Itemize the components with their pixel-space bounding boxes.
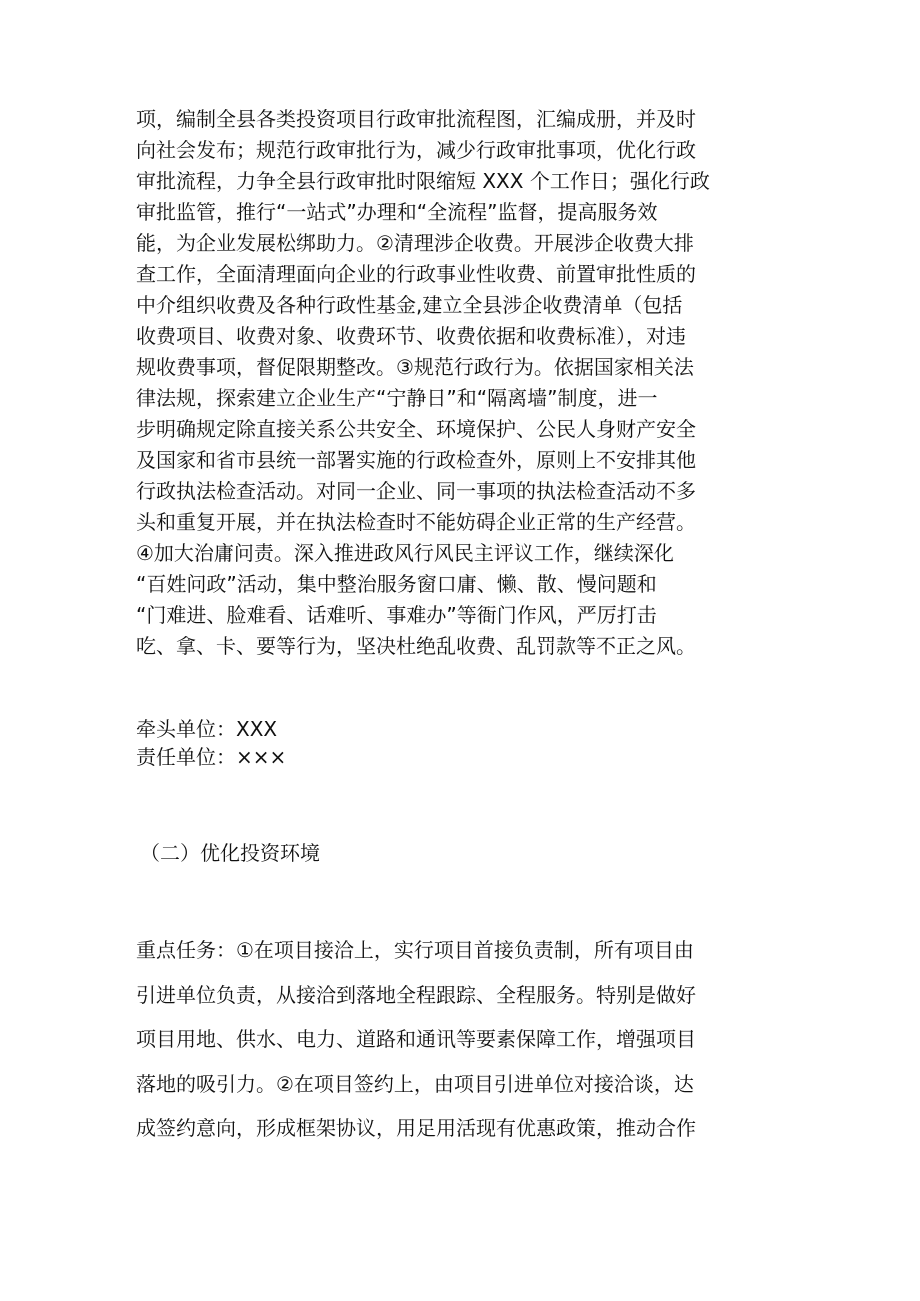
- text-line: 律法规，探索建立企业生产“宁静日”和“隔离墙”制度，进一: [136, 386, 658, 410]
- text-line: 审批监管，推行“一站式”办理和“全流程”监督，提高服务效: [136, 200, 658, 224]
- section-heading: （二）优化投资环境: [140, 841, 320, 865]
- responsible-unit: 责任单位：×××: [136, 745, 287, 769]
- text-line: 成签约意向，形成框架协议，用足用活现有优惠政策，推动合作: [136, 1116, 696, 1140]
- text-line: 步明确规定除直接关系公共安全、环境保护、公民人身财产安全: [136, 417, 696, 441]
- text-line: ④加大治庸问责。深入推进政风行风民主评议工作，继续深化: [136, 541, 674, 565]
- paragraph-key-tasks: [136, 928, 796, 1151]
- text-line: 重点任务：①在项目接洽上，实行项目首接负责制，所有项目由: [136, 938, 694, 962]
- text-line: 行政执法检查活动。对同一企业、同一事项的执法检查活动不多: [136, 479, 696, 503]
- text-line: 中介组织收费及各种行政性基金,建立全县涉企收费清单（包括: [136, 293, 683, 317]
- paragraph-administrative-reform: [136, 104, 796, 662]
- text-line: 落地的吸引力。②在项目签约上，由项目引进单位对接洽谈，达: [136, 1071, 694, 1096]
- text-line: 项目用地、供水、电力、道路和通讯等要素保障工作，增强项目: [136, 1027, 696, 1051]
- text-line: 收费项目、收费对象、收费环节、收费依据和收费标准），对违: [136, 324, 686, 348]
- text-line: 规收费事项，督促限期整改。③规范行政行为。依据国家相关法: [136, 355, 694, 379]
- text-line: 审批流程，力争全县行政审批时限缩短 XXX 个工作日；强化行政: [136, 169, 710, 193]
- text-line: 引进单位负责，从接洽到落地全程跟踪、全程服务。特别是做好: [136, 982, 696, 1007]
- text-line: 向社会发布；规范行政审批行为，减少行政审批事项，优化行政: [136, 138, 696, 162]
- text-line: 项，编制全县各类投资项目行政审批流程图，汇编成册，并及时: [136, 107, 696, 131]
- text-line: 查工作，全面清理面向企业的行政事业性收费、前置审批性质的: [136, 262, 696, 286]
- responsible-units: [136, 715, 796, 771]
- lead-unit: 牵头单位：XXX: [136, 717, 278, 741]
- text-line: “门难进、脸难看、话难听、事难办”等衙门作风，严厉打击: [136, 603, 657, 627]
- text-line: 吃、拿、卡、要等行为，坚决杜绝乱收费、乱罚款等不正之风。: [136, 634, 696, 658]
- text-line: “百姓问政”活动，集中整治服务窗口庸、懒、散、慢问题和: [136, 572, 657, 596]
- text-line: 能，为企业发展松绑助力。②清理涉企收费。开展涉企收费大排: [136, 231, 694, 255]
- text-line: 及国家和省市县统一部署实施的行政检查外，原则上不安排其他: [136, 448, 696, 472]
- text-line: 头和重复开展，并在执法检查时不能妨碍企业正常的生产经营。: [136, 510, 696, 534]
